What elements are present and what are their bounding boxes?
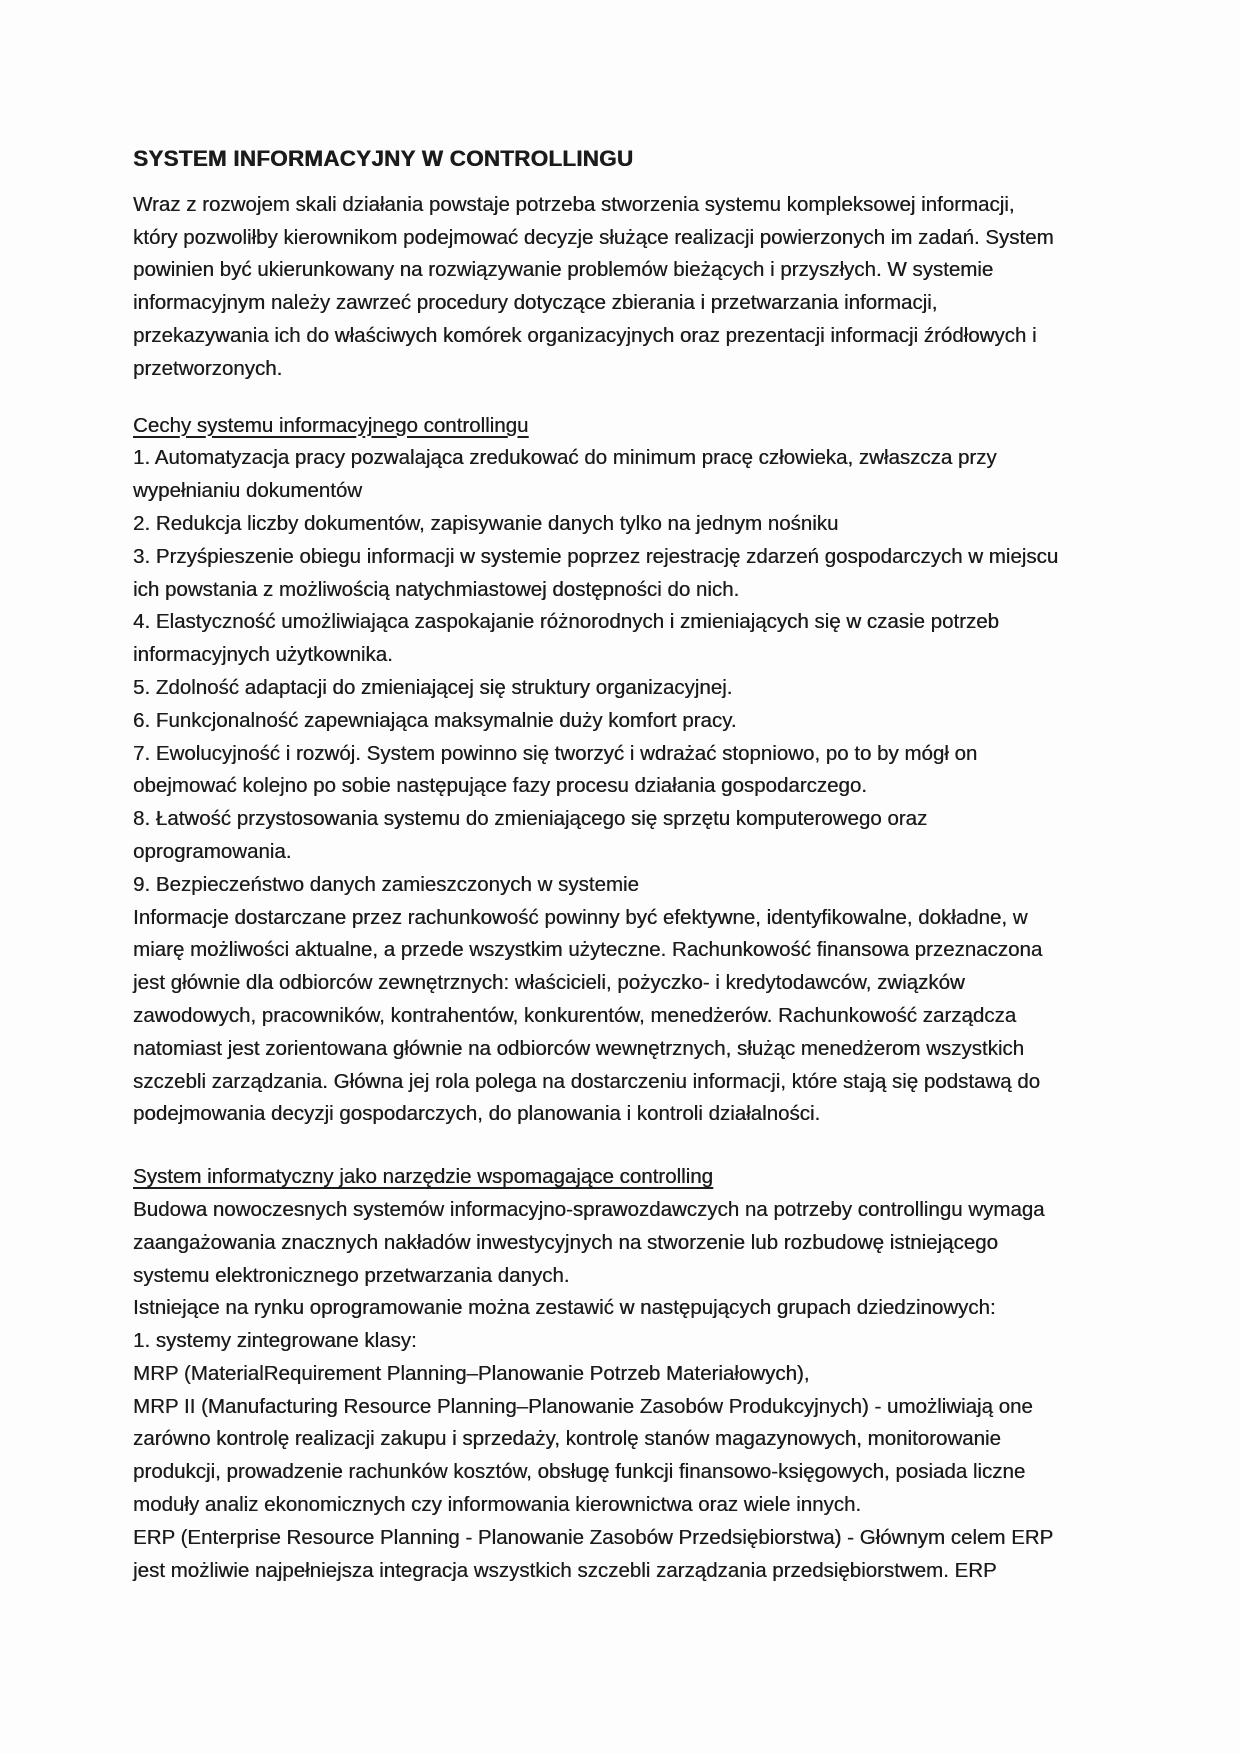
list-item-line: wypełnianiu dokumentów xyxy=(133,479,363,503)
text-line: Wraz z rozwojem skali działania powstaje potrzeba stworzenia systemu kompleksowej informacji, xyxy=(133,192,1015,216)
text-line: moduły analiz ekonomicznych czy informowania kierownictwa oraz wiele innych. xyxy=(133,1493,862,1517)
it-system-paragraph xyxy=(133,1194,1143,1588)
text-line: jest głównie dla odbiorców zewnętrznych: właścicieli, pożyczko- i kredytodawców, związków xyxy=(133,971,965,995)
section-heading-features: Cechy systemu informacyjnego controllingu xyxy=(133,413,529,437)
text-line: Informacje dostarczane przez rachunkowość powinny być efektywne, identyfikowalne, dokładne, w xyxy=(133,905,1028,929)
document-body xyxy=(133,143,1143,1587)
text-line: zaangażowania znacznych nakładów inwestycyjnych na stworzenie lub rozbudowę istniejącego xyxy=(133,1230,998,1254)
text-line: ERP (Enterprise Resource Planning - Planowanie Zasobów Przedsiębiorstwa) - Głównym celem ERP xyxy=(133,1525,1054,1549)
list-item-line: 2. Redukcja liczby dokumentów, zapisywanie danych tylko na jednym nośniku xyxy=(133,511,839,535)
list-item-line: 3. Przyśpieszenie obiegu informacji w systemie poprzez rejestrację zdarzeń gospodarczych w miejscu xyxy=(133,544,1059,568)
text-line: produkcji, prowadzenie rachunków kosztów, obsługę funkcji finansowo-księgowych, posiada liczne xyxy=(133,1460,1026,1484)
text-line: zawodowych, pracowników, kontrahentów, konkurentów, menedżerów. Rachunkowość zarządcza xyxy=(133,1003,1017,1027)
list-item-line: 8. Łatwość przystosowania systemu do zmieniającego się sprzętu komputerowego oraz xyxy=(133,807,928,831)
list-item-line: 1. Automatyzacja pracy pozwalająca zredukować do minimum pracę człowieka, zwłaszcza przy xyxy=(133,446,997,470)
text-line: systemu elektronicznego przetwarzania danych. xyxy=(133,1263,570,1287)
text-line: natomiast jest zorientowana głównie na odbiorców wewnętrznych, służąc menedżerom wszystkich xyxy=(133,1036,1025,1060)
text-line: jest możliwie najpełniejsza integracja wszystkich szczebli zarządzania przedsiębiorstwem. ERP xyxy=(133,1558,997,1582)
accounting-paragraph xyxy=(133,902,1143,1132)
text-line: przetworzonych. xyxy=(133,356,283,380)
text-line: 1. systemy zintegrowane klasy: xyxy=(133,1329,417,1353)
list-item-line: ich powstania z możliwością natychmiastowej dostępności do nich. xyxy=(133,577,740,601)
text-line: Budowa nowoczesnych systemów informacyjno-sprawozdawczych na potrzeby controllingu wymaga xyxy=(133,1197,1045,1221)
list-item-line: informacyjnych użytkownika. xyxy=(133,643,393,667)
list-item-line: 5. Zdolność adaptacji do zmieniającej się struktury organizacyjnej. xyxy=(133,675,733,699)
text-line: Istniejące na rynku oprogramowanie można zestawić w następujących grupach dziedzinowych: xyxy=(133,1296,996,1320)
text-line: powinien być ukierunkowany na rozwiązywanie problemów bieżących i przyszłych. W systemie xyxy=(133,258,994,282)
list-item-line: 7. Ewolucyjność i rozwój. System powinno się tworzyć i wdrażać stopniowo, po to by mógł on xyxy=(133,741,978,765)
features-list xyxy=(133,442,1143,901)
document-title: SYSTEM INFORMACYJNY W CONTROLLINGU xyxy=(133,146,634,171)
list-item-line: 4. Elastyczność umożliwiająca zaspokajanie różnorodnych i zmieniających się w czasie potrzeb xyxy=(133,610,999,634)
list-item-line: 6. Funkcjonalność zapewniająca maksymalnie duży komfort pracy. xyxy=(133,708,737,732)
list-item-line: 9. Bezpieczeństwo danych zamieszczonych w systemie xyxy=(133,872,639,896)
text-line: MRP II (Manufacturing Resource Planning–Planowanie Zasobów Produkcyjnych) - umożliwiają one xyxy=(133,1394,1033,1418)
text-line: który pozwoliłby kierownikom podejmować decyzje służące realizacji powierzonych im zadań. System xyxy=(133,225,1054,249)
text-line: informacyjnym należy zawrzeć procedury dotyczące zbierania i przetwarzania informacji, xyxy=(133,291,938,315)
text-line: miarę możliwości aktualne, a przede wszystkim użyteczne. Rachunkowość finansowa przeznaczona xyxy=(133,938,1043,962)
text-line: MRP (MaterialRequirement Planning–Planowanie Potrzeb Materiałowych), xyxy=(133,1361,810,1385)
text-line: przekazywania ich do właściwych komórek organizacyjnych oraz prezentacji informacji źródłowych i xyxy=(133,323,1037,347)
text-line: zarówno kontrolę realizacji zakupu i sprzedaży, kontrolę stanów magazynowych, monitorowanie xyxy=(133,1427,1001,1451)
list-item-line: obejmować kolejno po sobie następujące fazy procesu działania gospodarczego. xyxy=(133,774,867,798)
intro-paragraph xyxy=(133,189,1143,386)
text-line: szczebli zarządzania. Główna jej rola polega na dostarczeniu informacji, które stają się podstawą do xyxy=(133,1069,1041,1093)
text-line: podejmowania decyzji gospodarczych, do planowania i kontroli działalności. xyxy=(133,1102,821,1126)
list-item-line: oprogramowania. xyxy=(133,839,292,863)
section-heading-it-system: System informatyczny jako narzędzie wspomagające controlling xyxy=(133,1165,713,1189)
